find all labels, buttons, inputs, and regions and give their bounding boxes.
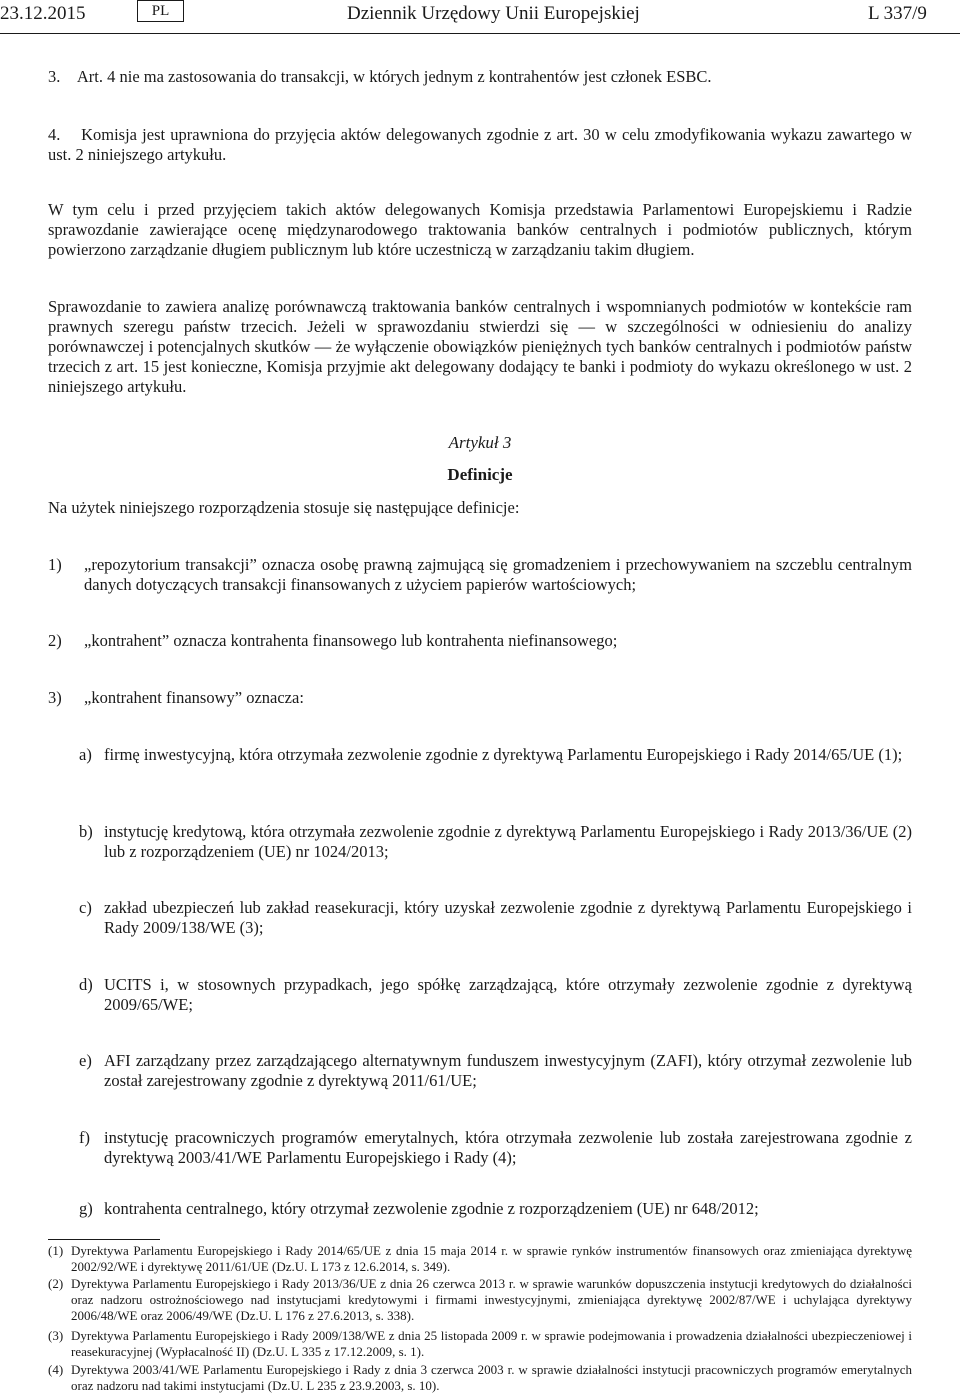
subitem-text: UCITS i, w stosownych przypadkach, jego spółkę zarządzającą, które otrzymały zezwolenie zgodnie z dyrektywą 2009/65/WE; <box>104 975 912 1014</box>
footnote-number: (3) <box>48 1328 64 1343</box>
subitem-text: instytucję pracowniczych programów emerytalnych, która otrzymała zezwolenie lub została zarejestrowana zgodnie z dyrektywą 2003/41/WE Parlamentu Europejskiego i Rady (4); <box>104 1128 912 1167</box>
page-header <box>0 0 960 34</box>
subitem-letter: a) <box>79 745 92 764</box>
paragraph-report-content: Sprawozdanie to zawiera analizę porównawczą traktowania banków centralnych i wspomnianych podmiotów w kontekście ram prawnych szeregu państw trzecich. Jeżeli w sprawozdaniu stwierdzi się — w szczególności w odniesieniu do analizy porównawczej i potencjalnych skutków — że wyłączenie obowiązków pieniężnych tych banków centralnych i podmiotów państw trzecich z art. 15 jest konieczne, Komisja przyjmie akt delegowany dodający te banki i podmioty do wykazu określonego w ust. 2 niniejszego artykułu. <box>48 297 912 396</box>
subitem-text: kontrahenta centralnego, który otrzymał zezwolenie zgodnie z rozporządzeniem (UE) nr 648/2012; <box>104 1199 759 1218</box>
subitem-letter: e) <box>79 1051 92 1070</box>
paragraph-4 <box>48 125 912 165</box>
paragraph-text: Art. 4 nie ma zastosowania do transakcji, w których jednym z kontrahentów jest członek ESBC. <box>76 67 712 86</box>
definition-number: 1) <box>48 555 62 574</box>
subitem-text: zakład ubezpieczeń lub zakład reasekuracji, który uzyskał zezwolenie zgodnie z dyrektywą Parlamentu Europejskiego i Rady 2009/138/WE (3); <box>104 898 912 937</box>
paragraph-text: Komisja jest uprawniona do przyjęcia aktów delegowanych zgodnie z art. 30 w celu zmodyfikowania wykazu zawartego w ust. 2 niniejszego artykułu. <box>48 125 913 164</box>
subitem-letter: b) <box>79 822 93 841</box>
definition-text: „kontrahent” oznacza kontrahenta finansowego lub kontrahenta niefinansowego; <box>84 631 618 650</box>
subitem-letter: g) <box>79 1199 93 1218</box>
definition-number: 2) <box>48 631 62 650</box>
subitem-letter: d) <box>79 975 93 994</box>
footnote-number: (2) <box>48 1276 64 1291</box>
footnote-text: Dyrektywa Parlamentu Europejskiego i Rady 2014/65/UE z dnia 15 maja 2014 r. w sprawie rynków instrumentów finansowych oraz zmieniająca dyrektywę 2002/92/WE i dyrektywę 2011/61/UE (Dz.U. L 173 z 12.6.2014, s. 349). <box>71 1243 912 1274</box>
definition-text: „kontrahent finansowy” oznacza: <box>84 688 304 707</box>
header-rule <box>0 33 960 34</box>
footnote-text: Dyrektywa 2003/41/WE Parlamentu Europejskiego i Rady z dnia 3 czerwca 2003 r. w sprawie działalności instytucji pracowniczych programów emerytalnych oraz nadzoru nad takimi instytucjami (Dz.U. L 235 z 23.9.2003, s. 10). <box>71 1362 912 1393</box>
subitem-text: AFI zarządzany przez zarządzającego alternatywnym funduszem inwestycyjnym (ZAFI), który otrzymał zezwolenie lub został zarejestrowany zgodnie z dyrektywą 2011/61/UE; <box>104 1051 912 1090</box>
language-box: PL <box>137 0 184 22</box>
footnote-rule <box>48 1239 160 1240</box>
footnote-text: Dyrektywa Parlamentu Europejskiego i Rady 2009/138/WE z dnia 25 listopada 2009 r. w sprawie podejmowania i prowadzenia działalności ubezpieczeniowej i reasekuracyjnej (Wypłacalność II) (Dz.U. L 335 z 17.12.2009, s. 1). <box>71 1328 912 1359</box>
subitem-text: instytucję kredytową, która otrzymała zezwolenie zgodnie z dyrektywą Parlamentu Europejskiego i Rady 2013/36/UE (2) lub z rozporządzeniem (UE) nr 1024/2013; <box>104 822 912 861</box>
paragraph-report-scope: W tym celu i przed przyjęciem takich aktów delegowanych Komisja przedstawia Parlamentowi Europejskiemu i Radzie sprawozdanie zawierające ocenę międzynarodowego traktowania banków centralnych i podmiotów publicznych, którym powierzono zarządzanie długiem publicznym lub które uczestniczą w zarządzaniu takim długiem. <box>48 200 912 259</box>
paragraph-number: 4. <box>48 125 61 144</box>
definition-number: 3) <box>48 688 62 707</box>
page-number: L 337/9 <box>868 3 927 24</box>
footnote-number: (1) <box>48 1243 64 1258</box>
subitem-letter: c) <box>79 898 92 917</box>
footnote-text: Dyrektywa Parlamentu Europejskiego i Rady 2013/36/UE z dnia 26 czerwca 2013 r. w sprawie warunków dopuszczenia instytucji kredytowych do działalności oraz nadzoru ostrożnościowego nad instytucjami kredytowymi i firmami inwestycyjnymi, zmieniająca dyrektywę 2002/87/WE i uchylająca dyrektywy 2006/48/WE oraz 2006/49/WE (Dz.U. L 176 z 27.6.2013, s. 338). <box>71 1276 912 1323</box>
footnote-number: (4) <box>48 1362 64 1377</box>
publication-date: 23.12.2015 <box>0 3 86 24</box>
journal-title: Dziennik Urzędowy Unii Europejskiej <box>347 3 640 24</box>
article-label: Artykuł 3 <box>448 433 512 452</box>
subitem-text: firmę inwestycyjną, która otrzymała zezwolenie zgodnie z dyrektywą Parlamentu Europejskiego i Rady 2014/65/UE (1); <box>104 745 903 764</box>
article-intro: Na użytek niniejszego rozporządzenia stosuje się następujące definicje: <box>48 498 520 517</box>
paragraph-number: 3. <box>48 67 61 86</box>
paragraph-3 <box>48 67 912 87</box>
definition-text: „repozytorium transakcji” oznacza osobę prawną zajmującą się gromadzeniem i przechowywaniem na szczeblu centralnym danych dotyczących transakcji finansowanych z użyciem papierów wartościowych; <box>84 555 912 594</box>
article-title: Definicje <box>447 465 513 484</box>
subitem-letter: f) <box>79 1128 90 1147</box>
